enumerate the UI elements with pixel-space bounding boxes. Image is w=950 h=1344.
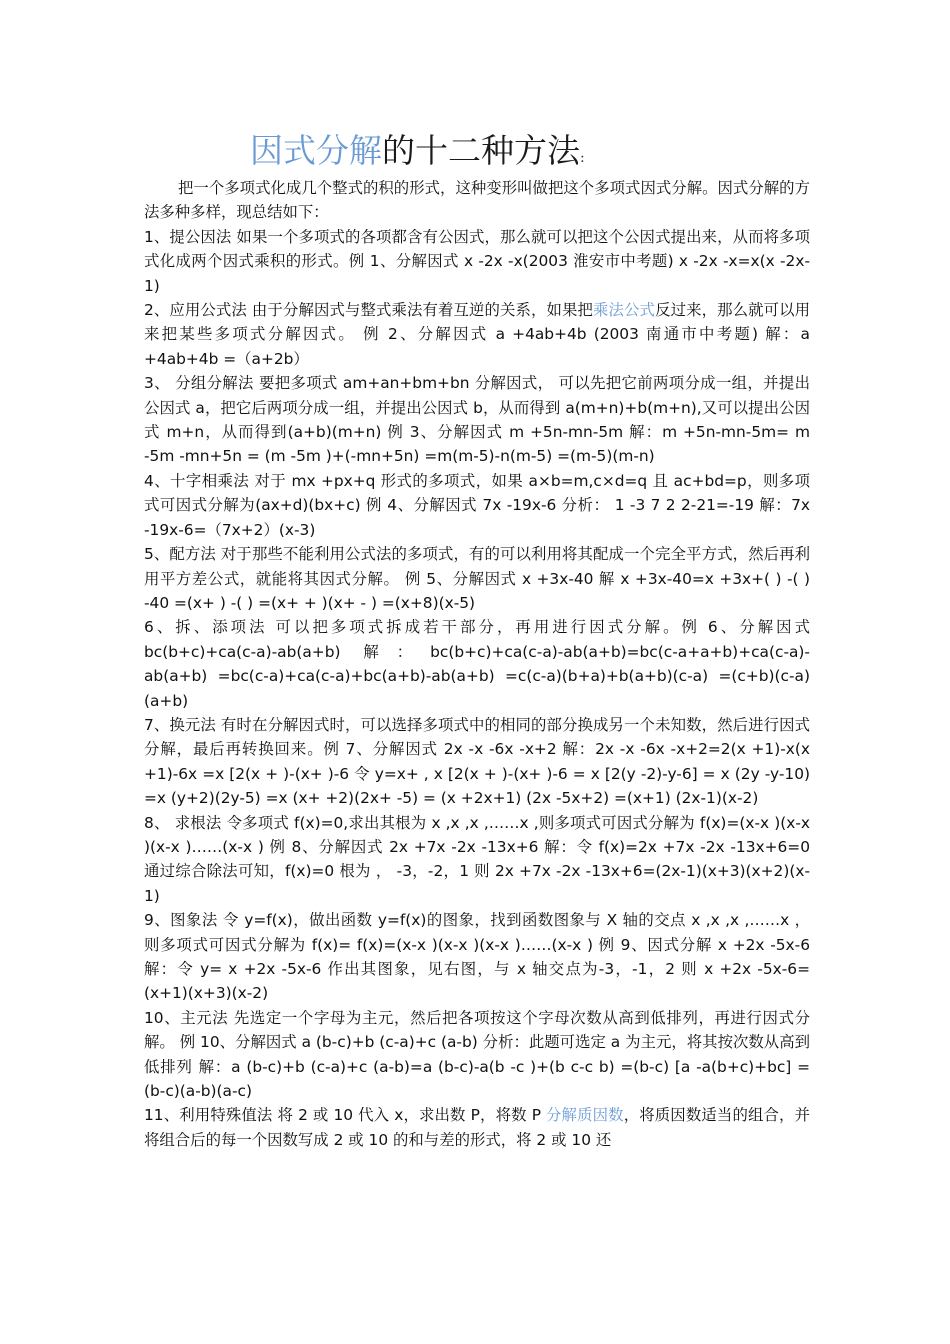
- method-2-paragraph: [144, 298, 810, 371]
- method-11-text-before: 11、利用特殊值法 将 2 或 10 代入 x，求出数 P，将数 P: [144, 1106, 547, 1125]
- method-4-paragraph: 4、十字相乘法 对于 mx +px+q 形式的多项式，如果 a×b=m,c×d=q 且 ac+bd=p，则多项式可因式分解为(ax+d)(bx+c) 例 4、分解因式 7x -19x-6 分析： 1 -3 7 2 2-21=-19 解：7x -19x-6=（7x+2）(x-3): [144, 471, 810, 539]
- method-11-paragraph: [144, 1103, 810, 1152]
- method-3-paragraph: 3、 分组分解法 要把多项式 am+an+bm+bn 分解因式， 可以先把它前两项分成一组，并提出公因式 a，把它后两项分成一组，并提出公因式 b，从而得到 a(m+n)+b(m+n),又可以提出公因式 m+n，从而得到(a+b)(m+n) 例 3、分解因式 m +5n-mn-5m 解：m +5n-mn-5m= m -5m -mn+5n = (m -5m )+(-mn+5n) =m(m-5)-n(m-5) =(m-5)(m-n): [144, 374, 810, 466]
- method-9-paragraph: 9、图象法 令 y=f(x)，做出函数 y=f(x)的图象，找到函数图象与 X 轴的交点 x ,x ,x ,……x ， 则多项式可因式分解为 f(x)= f(x)=(x-x )(x-x )(x-x )……(x-x ) 例 9、因式分解 x +2x -5x-6 解：令 y= x +2x -5x-6 作出其图象，见右图，与 x 轴交点为-3，-1，2 则 x +2x -5x-6=(x+1)(x+3)(x-2): [144, 911, 810, 1003]
- title-text: 的十二种方法: [382, 131, 580, 170]
- method-2-text-after: 反过来，那么就可以用来把某些多项式分解因式。 例 2、分解因式 a +4ab+4b (2003 南通市中考题) 解：a +4ab+4b =（a+2b）: [144, 301, 810, 368]
- method-11-text-after: ，将质因数适当的组合，并将组合后的每一个因数写成 2 或 10 的和与差的形式，将 2 或 10 还: [144, 1106, 810, 1149]
- method-10-paragraph: 10、主元法 先选定一个字母为主元，然后把各项按这个字母次数从高到低排列，再进行因式分解。 例 10、分解因式 a (b-c)+b (c-a)+c (a-b) 分析：此题可选定 a 为主元，将其按次数从高到低排列 解：a (b-c)+b (c-a)+c (a-b)=a (b-c)-a(b -c )+(b c-c b) =(b-c) [a -a(b+c)+bc] =(b-c)(a-b)(a-c): [144, 1008, 810, 1101]
- prime-factorization-link[interactable]: 分解质因数: [546, 1106, 624, 1125]
- method-8-paragraph: 8、 求根法 令多项式 f(x)=0,求出其根为 x ,x ,x ,……x ,则多项式可因式分解为 f(x)=(x-x )(x-x )(x-x )……(x-x ) 例 8、分解因式 2x +7x -2x -13x+6 解：令 f(x)=2x +7x -2x -13x+6=0 通过综合除法可知，f(x)=0 根为 ， -3，-2，1 则 2x +7x -2x -13x+6=(2x-1)(x+3)(x+2)(x-1): [144, 813, 810, 905]
- page-title: [250, 128, 585, 181]
- multiplication-formula-link[interactable]: 乘法公式: [593, 301, 656, 320]
- title-colon: :: [580, 150, 585, 166]
- method-2-text-before: 2、应用公式法 由于分解因式与整式乘法有着互逆的关系，如果把: [144, 301, 594, 320]
- document-body: [144, 176, 810, 1152]
- method-6-paragraph: 6、拆、添项法 可以把多项式拆成若干部分，再用进行因式分解。例 6、分解因式 bc(b+c)+ca(c-a)-ab(a+b) 解：bc(b+c)+ca(c-a)-ab(a+b)=bc(c-a+a+b)+ca(c-a)-ab(a+b) =bc(c-a)+ca(c-a)+bc(a+b)-ab(a+b) =c(c-a)(b+a)+b(a+b)(c-a) =(c+b)(c-a)(a+b): [144, 618, 810, 710]
- method-1-paragraph: 1、提公因法 如果一个多项式的各项都含有公因式，那么就可以把这个公因式提出来，从而将多项式化成两个因式乘积的形式。例 1、分解因式 x -2x -x(2003 淮安市中考题) x -2x -x=x(x -2x-1): [144, 227, 810, 295]
- intro-paragraph: 把一个多项式化成几个整式的积的形式，这种变形叫做把这个多项式因式分解。因式分解的方法多种多样，现总结如下：: [144, 179, 810, 222]
- title-link[interactable]: 因式分解: [250, 131, 382, 170]
- method-7-paragraph: 7、换元法 有时在分解因式时，可以选择多项式中的相同的部分换成另一个未知数，然后进行因式分解，最后再转换回来。例 7、分解因式 2x -x -6x -x+2 解：2x -x -6x -x+2=2(x +1)-x(x +1)-6x =x [2(x + )-(x+ )-6 令 y=x+ , x [2(x + )-(x+ )-6 = x [2(y -2)-y-6] = x (2y -y-10) =x (y+2)(2y-5) =x (x+ +2)(2x+ -5) = (x +2x+1) (2x -5x+2) =(x+1) (2x-1)(x-2): [144, 715, 810, 808]
- method-5-paragraph: 5、配方法 对于那些不能利用公式法的多项式，有的可以利用将其配成一个完全平方式，然后再利用平方差公式，就能将其因式分解。 例 5、分解因式 x +3x-40 解 x +3x-40=x +3x+( ) -( ) -40 =(x+ ) -( ) =(x+ + )(x+ - ) =(x+8)(x-5): [144, 545, 810, 612]
